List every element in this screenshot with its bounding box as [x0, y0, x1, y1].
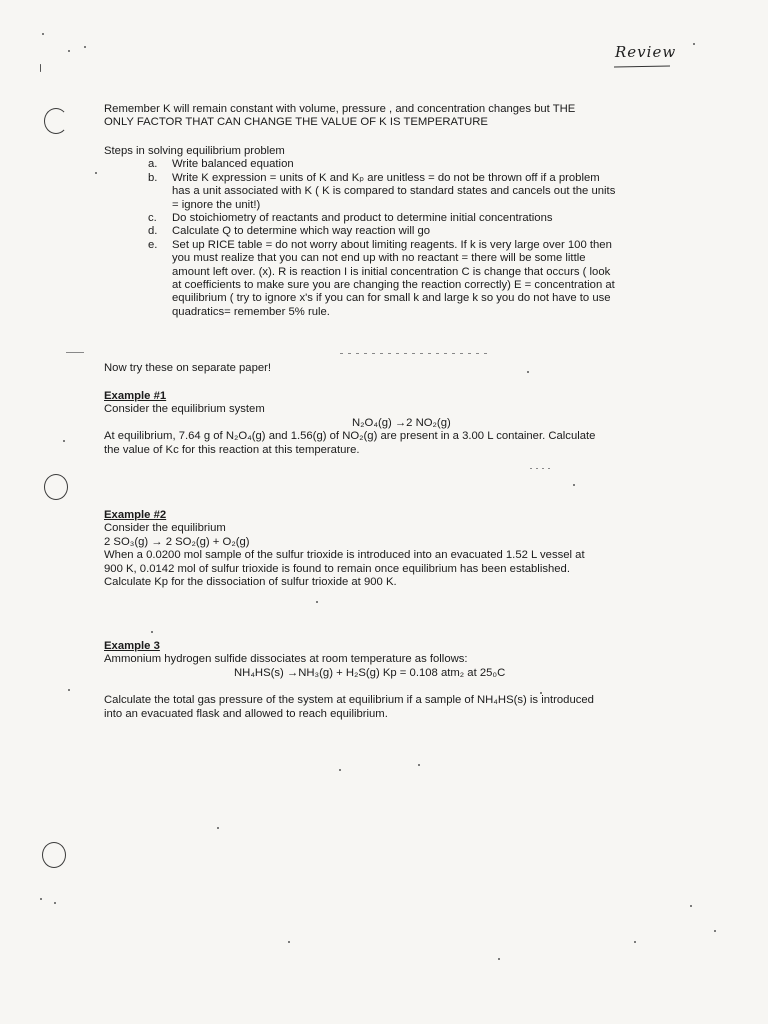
step-d-line: Calculate Q to determine which way reaction will go: [172, 225, 431, 238]
example-2: [104, 509, 684, 589]
step-marker: d.: [148, 225, 158, 238]
scan-speck: [316, 601, 318, 603]
scan-speck: [40, 898, 42, 900]
example-3-line-1: Ammonium hydrogen sulfide dissociates at room temperature as follows:: [104, 653, 468, 666]
handwritten-review-note: Review: [615, 43, 677, 61]
step-b-line-2: has a unit associated with K ( K is compared to standard states and cancels out the units: [172, 185, 616, 198]
example-1-line-1: Consider the equilibrium system: [104, 403, 265, 416]
step-marker: c.: [148, 212, 157, 225]
scan-speck: [288, 941, 290, 943]
example-3: [104, 640, 684, 721]
step-item-d: [148, 225, 674, 238]
scan-speck: [151, 631, 153, 633]
binder-hole-bottom: [42, 842, 66, 868]
step-e-line-5: equilibrium ( try to ignore x's if you can for small k and large k so you do not have to use: [172, 292, 611, 305]
binder-hole-middle: [44, 474, 68, 500]
scan-dash: [66, 352, 84, 353]
scan-speck: [339, 769, 341, 771]
steps-list: [148, 158, 674, 319]
intro-line-1: Remember K will remain constant with volume, pressure , and concentration changes but THE: [104, 103, 576, 115]
scan-speck: [95, 172, 97, 174]
example-1-line-2: At equilibrium, 7.64 g of N₂O₄(g) and 1.56(g) of NO₂(g) are present in a 3.00 L container. Calculate: [104, 430, 596, 443]
scan-dash: [340, 353, 490, 354]
example-3-line-3: into an evacuated flask and allowed to reach equilibrium.: [104, 707, 388, 720]
example-1-equation: N₂O₄(g) →2 NO₂(g): [352, 416, 451, 429]
scan-speck: [418, 764, 420, 766]
example-1-title: Example #1: [104, 390, 167, 402]
example-1-line-3: the value of Kc for this reaction at this temperature.: [104, 443, 360, 456]
example-1: [104, 390, 684, 457]
intro-block: [104, 103, 684, 130]
example-2-line-4: Calculate Kp for the dissociation of sulfur trioxide at 900 K.: [104, 576, 397, 589]
step-e-line-1: Set up RICE table = do not worry about limiting reagents. If k is very large over 100 then: [172, 238, 612, 251]
step-e-line-2: you must realize that you can not end up with no reactant = there will be some little: [172, 252, 586, 265]
example-2-equation: 2 SO₃(g) → 2 SO₂(g) + O₂(g): [104, 535, 250, 548]
intro-line-2: ONLY FACTOR THAT CAN CHANGE THE VALUE OF K IS TEMPERATURE: [104, 116, 488, 129]
scan-speck: [68, 689, 70, 691]
step-marker: b.: [148, 171, 158, 184]
step-marker: e.: [148, 238, 158, 251]
step-item-e: [148, 239, 674, 319]
step-marker: a.: [148, 158, 158, 171]
scan-speck: [63, 440, 65, 442]
step-e-line-6: quadratics= remember 5% rule.: [172, 305, 330, 318]
scan-speck: [217, 827, 219, 829]
scan-speck: [40, 64, 41, 72]
review-underline: [614, 66, 670, 68]
scan-speck: [68, 50, 70, 52]
step-item-a: [148, 158, 674, 171]
example-3-title: Example 3: [104, 640, 160, 652]
binder-hole-top: [44, 108, 68, 134]
step-b-line-1: Write K expression = units of K and Kₚ are unitless = do not be thrown off if a problem: [172, 171, 600, 184]
scan-speck: [693, 43, 695, 45]
steps-heading: Steps in solving equilibrium problem: [104, 145, 285, 157]
scan-speck: [690, 905, 692, 907]
scan-speck: [634, 941, 636, 943]
scan-speck: [54, 902, 56, 904]
scan-speck: [714, 930, 716, 932]
steps-section: [104, 145, 674, 319]
scan-dash: [530, 468, 550, 469]
example-2-line-3: 900 K, 0.0142 mol of sulfur trioxide is found to remain once equilibrium has been established.: [104, 562, 570, 575]
try-line: Now try these on separate paper!: [104, 362, 272, 374]
example-2-line-1: Consider the equilibrium: [104, 522, 226, 535]
step-c-line: Do stoichiometry of reactants and product to determine initial concentrations: [172, 212, 553, 225]
scan-speck: [84, 46, 86, 48]
example-3-line-2: Calculate the total gas pressure of the system at equilibrium if a sample of NH₄HS(s) is introduced: [104, 694, 594, 707]
example-2-title: Example #2: [104, 509, 167, 521]
step-b-line-3: = ignore the unit!): [172, 198, 261, 211]
step-e-line-3: amount left over. (x). R is reaction I is initial concentration C is change that occurs ( look: [172, 265, 611, 278]
scan-speck: [42, 33, 44, 35]
scan-speck: [573, 484, 575, 486]
scan-speck: [498, 958, 500, 960]
example-3-equation: NH₄HS(s) →NH₃(g) + H₂S(g) Kp = 0.108 atm₂ at 25₀C: [234, 666, 506, 679]
step-item-b: [148, 172, 674, 212]
step-a-line: Write balanced equation: [172, 158, 294, 171]
example-2-line-2: When a 0.0200 mol sample of the sulfur trioxide is introduced into an evacuated 1.52 L vessel at: [104, 549, 585, 562]
step-item-c: [148, 212, 674, 225]
scan-speck: [527, 371, 529, 373]
step-e-line-4: at coefficients to make sure you are changing the reaction correctly) E = concentration at: [172, 279, 615, 292]
